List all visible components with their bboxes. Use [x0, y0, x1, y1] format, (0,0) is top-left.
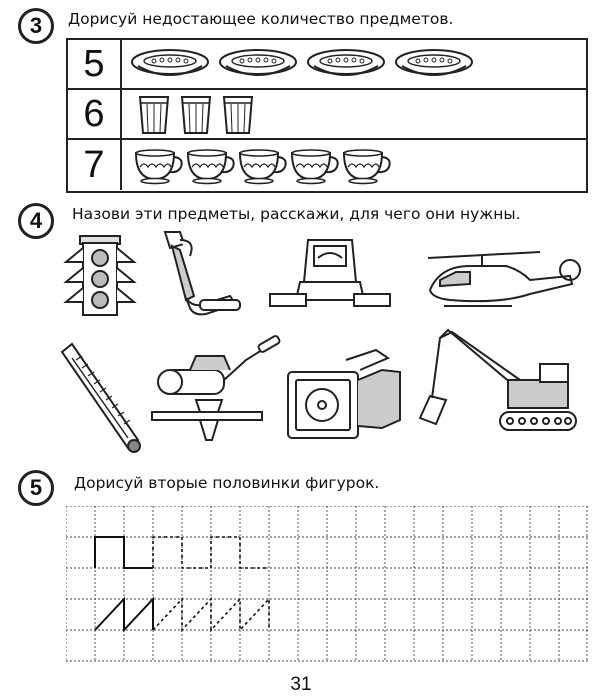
task-5-text: Дорисуй вторые половинки фигурок.	[74, 474, 380, 492]
sawtooth-pattern-solid	[95, 599, 153, 630]
square-pattern-solid	[95, 537, 153, 568]
traffic-light-icon	[66, 236, 134, 315]
task-3-text: Дорисуй недостающее количество предметов.	[68, 10, 454, 28]
row-number: 7	[68, 140, 122, 190]
grid-lines	[66, 506, 588, 662]
thermometer-icon	[62, 344, 140, 452]
vacuum-cleaner-icon	[165, 232, 240, 314]
task-3-number: 3	[29, 13, 43, 38]
task-4-number: 4	[29, 208, 43, 233]
task-5-number: 5	[29, 475, 43, 500]
helicopter-icon	[428, 252, 580, 306]
camera-icon	[288, 350, 400, 438]
dotted-grid	[66, 506, 588, 662]
excavator-icon	[420, 330, 576, 430]
row-number: 5	[68, 40, 122, 88]
row-number: 6	[68, 90, 122, 138]
task-4-text: Назови эти предметы, расскажи, для чего они нужны.	[72, 205, 521, 223]
meat-grinder-icon	[152, 335, 281, 440]
page-number: 31	[290, 674, 312, 695]
task-5-number-badge	[18, 470, 54, 506]
scales-icon	[270, 240, 390, 306]
